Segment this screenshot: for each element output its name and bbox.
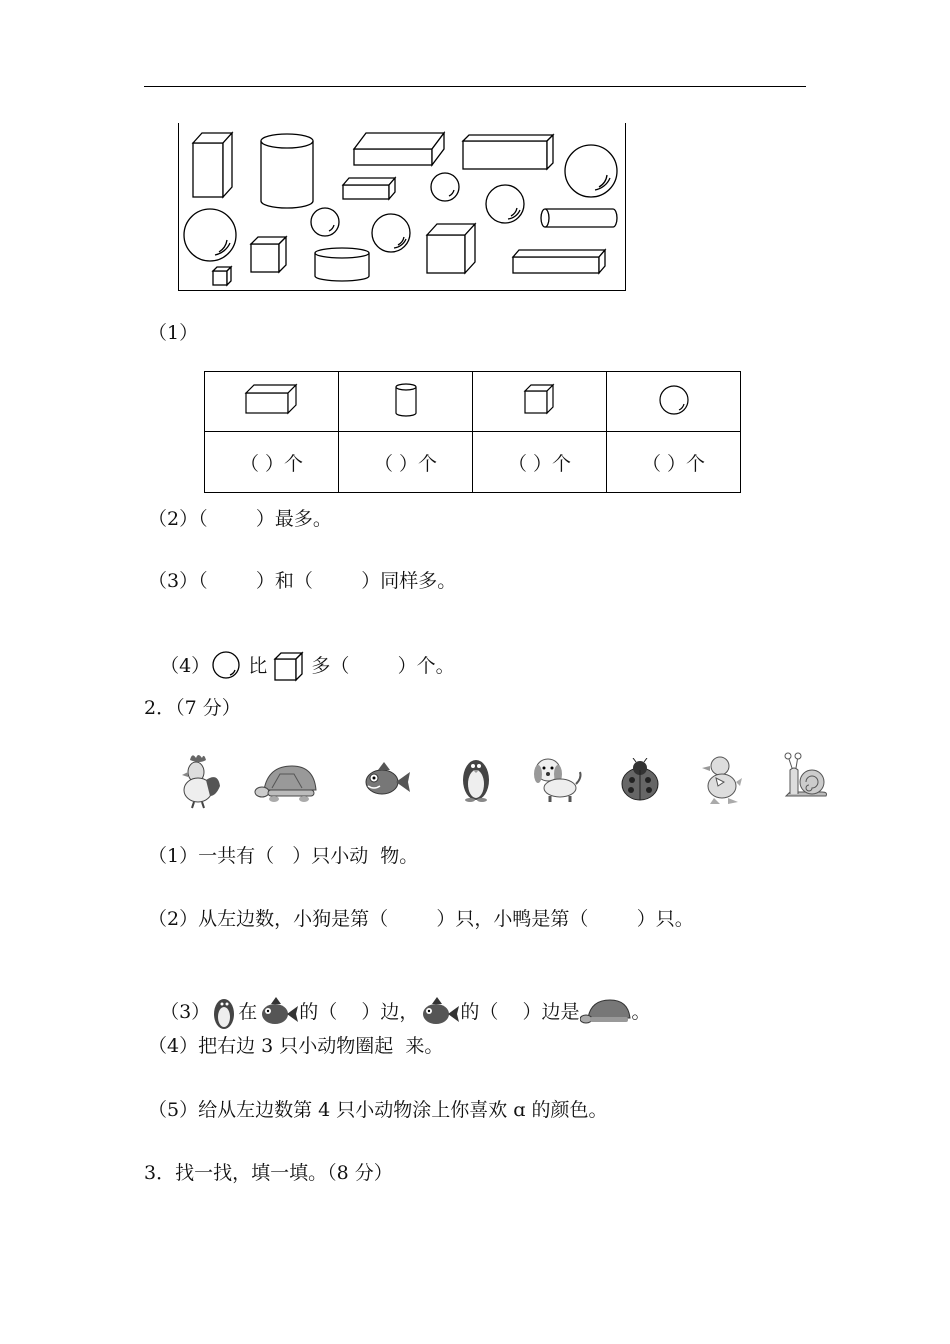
q2-sub-4: （4）把右边 3 只小动物圈起 来。 (148, 1035, 444, 1057)
cuboid-shape (463, 135, 553, 169)
question-2-title: 2．（7 分） (144, 697, 241, 719)
long-cuboid-shape (354, 133, 444, 165)
table-cell-cylinder (339, 372, 473, 432)
table-cell-cuboid (205, 372, 339, 432)
sub-question-1-label: （1） (148, 322, 199, 344)
q2-sub-5: （5）给从左边数第 4 只小动物涂上你喜欢 ɑ 的颜色。 (148, 1099, 608, 1121)
table-cell-sphere (607, 372, 741, 432)
sub-question-4-prefix: （4） (160, 655, 211, 677)
sphere-shape (486, 185, 524, 223)
table-cell-cube (473, 372, 607, 432)
duck-icon (700, 752, 744, 806)
sphere-shape (431, 173, 459, 201)
cuboid-icon (244, 383, 300, 417)
sub-question-2: （2）（ ）最多。 (148, 508, 332, 530)
fish-icon (360, 760, 412, 804)
penguin-icon (210, 994, 238, 1032)
q2-sub-3-text-e: 。 (631, 1001, 651, 1023)
cube-icon (273, 651, 305, 683)
sub-question-4-suffix: 多（ ）个。 (305, 655, 455, 677)
sphere-shape (184, 209, 236, 261)
turtle-icon (580, 998, 632, 1028)
long-cuboid-shape (513, 250, 605, 273)
cube-icon (523, 383, 557, 417)
q2-sub-3-text-c: 的（ ）边， (299, 1001, 419, 1023)
sphere-shape (372, 214, 410, 252)
q2-sub-3-label: （3） (160, 1001, 211, 1023)
small-cube-shape (213, 267, 231, 285)
q2-sub-3-text-b: 在 (238, 1001, 258, 1023)
penguin-icon (458, 752, 494, 804)
short-cylinder-shape (315, 248, 369, 281)
horizontal-cylinder-shape (541, 209, 617, 227)
question-3-title: 3．找一找，填一填。（8 分） (144, 1162, 393, 1184)
fish-icon (418, 996, 460, 1030)
sub-question-4 (148, 625, 455, 683)
count-table (204, 371, 741, 493)
q2-sub-1: （1）一共有（ ）只小动 物。 (148, 845, 419, 867)
answer-cell[interactable]: （ ）个 (607, 432, 741, 493)
cube-shape (251, 237, 286, 272)
answer-cell[interactable]: （ ）个 (339, 432, 473, 493)
sphere-shape (565, 145, 617, 197)
header-rule (144, 86, 806, 87)
puppy-icon (528, 754, 584, 804)
q2-sub-2: （2）从左边数，小狗是第（ ）只，小鸭是第（ ）只。 (148, 908, 694, 930)
small-cuboid-shape (343, 178, 395, 199)
answer-cell[interactable]: （ ）个 (205, 432, 339, 493)
fish-icon (257, 996, 299, 1030)
cylinder-icon (393, 382, 419, 418)
sub-question-4-mid: 比 (242, 655, 274, 677)
ladybug-icon (618, 758, 662, 802)
tall-cylinder-shape (261, 134, 313, 208)
rooster-icon (176, 750, 224, 810)
snail-icon (782, 752, 830, 802)
cube-shape (427, 224, 475, 273)
shapes-picture (178, 123, 626, 291)
tall-cuboid-shape (193, 133, 232, 197)
q2-sub-3 (148, 968, 651, 1032)
sphere-icon (210, 651, 242, 683)
sphere-shape (311, 208, 339, 236)
answer-cell[interactable]: （ ）个 (473, 432, 607, 493)
turtle-icon (254, 764, 320, 804)
sphere-icon (657, 383, 691, 417)
sub-question-3: （3）（ ）和（ ）同样多。 (148, 570, 457, 592)
q2-sub-3-text-d: 的（ ）边是 (460, 1001, 580, 1023)
